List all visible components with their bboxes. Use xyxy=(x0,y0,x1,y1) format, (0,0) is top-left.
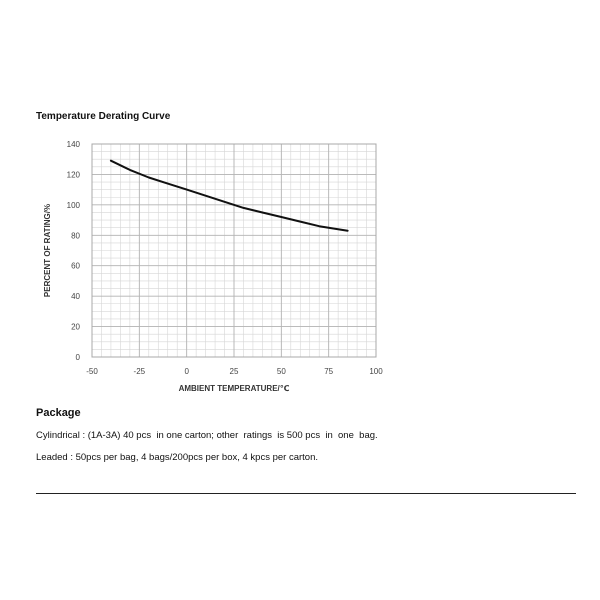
y-tick-label: 60 xyxy=(71,261,80,271)
y-tick-label: 80 xyxy=(71,231,80,241)
package-leaded-text: Leaded : 50pcs per bag, 4 bags/200pcs per box, 4 kpcs per carton. xyxy=(36,452,319,463)
y-axis-label: PERCENT OF RATING/% xyxy=(43,203,52,298)
package-cylindrical-text: Cylindrical : (1A-3A) 40 pcs in one carton; other ratings is 500 pcs in one bag. xyxy=(36,430,378,441)
y-tick-labels xyxy=(67,140,81,362)
y-tick-label: 100 xyxy=(66,200,80,210)
y-tick-label: 120 xyxy=(66,170,80,180)
x-tick-label: 75 xyxy=(324,367,334,376)
y-tick-label: 140 xyxy=(66,140,80,149)
x-tick-label: 0 xyxy=(184,367,189,376)
chart-title: Temperature Derating Curve xyxy=(36,111,171,122)
x-tick-label: -50 xyxy=(86,367,98,376)
x-tick-label: 50 xyxy=(276,367,286,376)
x-tick-label: 25 xyxy=(229,367,239,376)
y-tick-label: 0 xyxy=(75,353,80,362)
package-title: Package xyxy=(36,407,81,419)
x-tick-labels xyxy=(86,367,383,376)
y-tick-label: 40 xyxy=(71,292,80,302)
y-tick-label: 20 xyxy=(71,322,80,332)
divider-line xyxy=(36,493,576,494)
x-tick-label: 100 xyxy=(369,367,383,376)
x-tick-label: -25 xyxy=(133,367,146,376)
x-axis-label: AMBIENT TEMPERATURE/℃ xyxy=(178,384,290,393)
